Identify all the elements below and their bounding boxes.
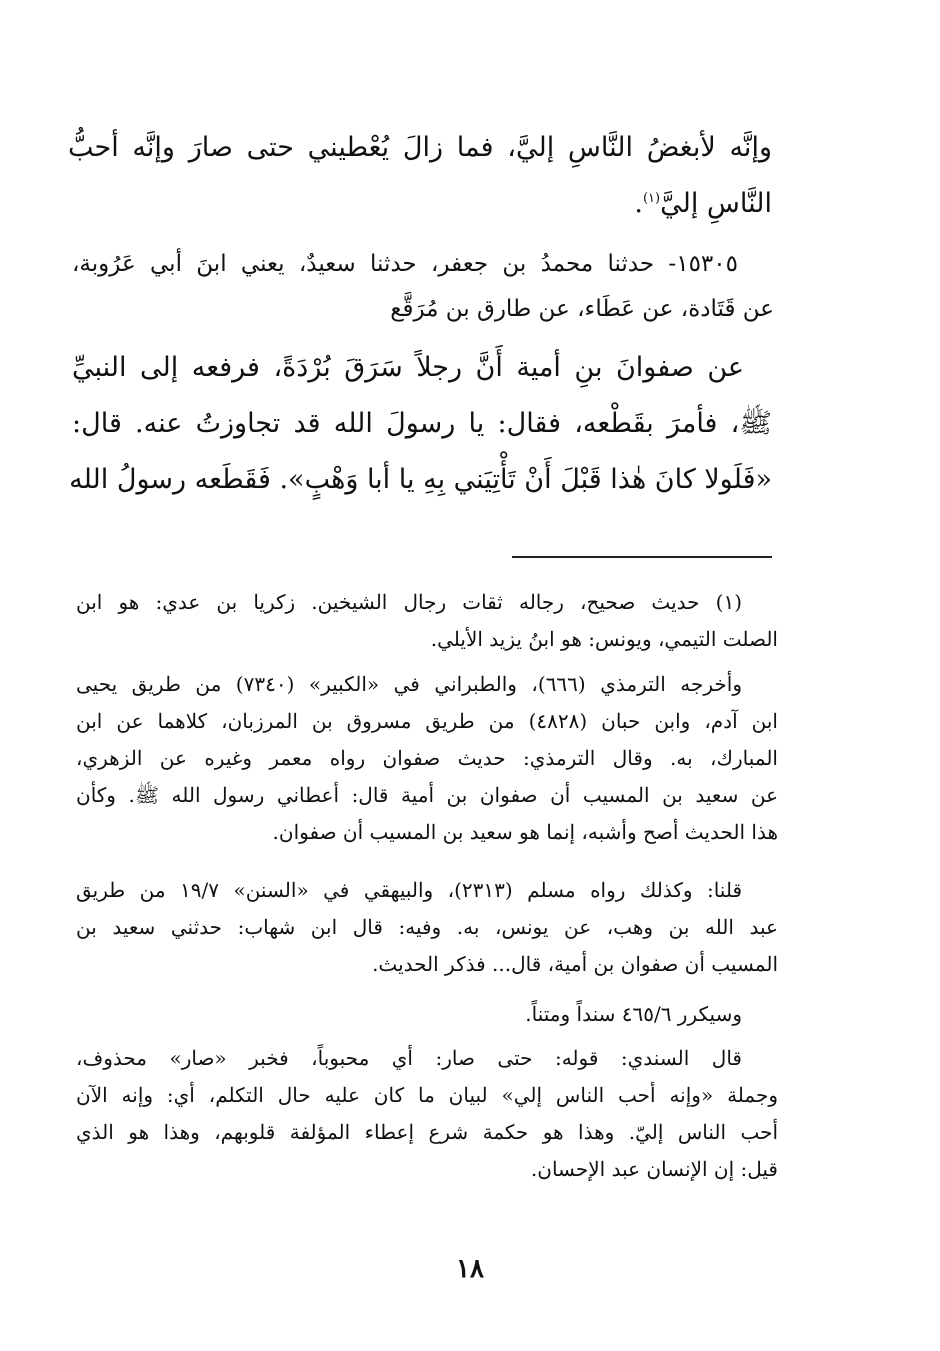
main-line-text: النَّاسِ إليَّ	[660, 188, 772, 219]
footnote-line: عبد الله بن وهب، عن يونس، به. وفيه: قال ابن شهاب: حدثني سعيد بن	[76, 915, 778, 939]
footnote-line: هذا الحديث أصح وأشبه، إنما هو سعيد بن المسيب أن صفوان.	[272, 820, 778, 844]
footnote-repeat-paragraph	[76, 996, 778, 1033]
footnote-1-paragraph	[76, 584, 778, 658]
hadith-matn	[69, 340, 772, 508]
matn-line: «فَلَولا كانَ هٰذا قَبْلَ أَنْ تَأْتِيَني بِهِ يا أبا وَهْبٍ». فَقَطَعه رسولُ الله	[69, 464, 772, 495]
footnote-line: الصلت التيمي، ويونس: هو ابنُ يزيد الأيلي.	[430, 627, 778, 651]
footnote-sindi-paragraph	[76, 1040, 778, 1188]
matn-line: عن صفوانَ بنِ أمية أَنَّ رجلاً سَرَقَ بُرْدَةً، فرفعه إلى النبيِّ	[72, 352, 744, 383]
footnote-line: المسيب أن صفوان بن أمية، قال... فذكر الحديث.	[372, 952, 778, 976]
footnote-line: أحب الناس إليّ. وهذا هو حكمة شرع إعطاء المؤلفة قلوبهم، وهذا هو الذي	[76, 1120, 778, 1144]
footnote-line: وجملة «وإنه أحب الناس إلي» لبيان ما كان عليه حال التكلم، أي: وإنه الآن	[76, 1083, 778, 1107]
main-paragraph-continuation	[68, 120, 772, 232]
footnote-line: قلنا: وكذلك رواه مسلم (٢٣١٣)، والبيهقي في «السنن» ١٩/٧ من طريق	[76, 878, 743, 902]
footnote-line: قال السندي: قوله: حتى صار: أي محبوباً، فخبر «صار» محذوف،	[76, 1046, 742, 1070]
footnote-line: (١) حديث صحيح، رجاله ثقات رجال الشيخين. زكريا بن عدي: هو ابن	[76, 590, 742, 614]
main-line-end: .	[634, 188, 643, 219]
footnote-line: المبارك، به. وقال الترمذي: حديث صفوان رواه معمر وغيره عن الزهري،	[76, 746, 778, 770]
matn-line: ﷺ، فأمرَ بقَطْعه، فقال: يا رسولَ الله قد تجاوزتُ عنه. قال:	[72, 408, 772, 439]
footnote-line: عن سعيد بن المسيب أن صفوان بن أمية قال: أعطاني رسول الله ﷺ. وكأن	[76, 783, 778, 807]
main-line	[68, 176, 772, 232]
footnote-line: وسيكرر ٤٦٥/٦ سنداً ومتناً.	[525, 1002, 742, 1026]
main-line: وإنَّه لأبغضُ النَّاسِ إليَّ، فما زالَ يُعْطيني حتى صارَ وإنَّه أحبُّ	[68, 132, 772, 163]
isnad-line: ١٥٣٠٥- حدثنا محمدُ بن جعفر، حدثنا سعيدٌ، يعني ابنَ أبي عَرُوبة،	[72, 251, 738, 277]
footnote-takhrij-paragraph	[76, 666, 778, 851]
footnote-separator	[512, 556, 772, 558]
hadith-isnad	[72, 242, 774, 332]
isnad-line: عن قَتَادة، عن عَطَاء، عن طارق بن مُرَقَّع	[390, 296, 774, 322]
footnote-line: قيل: إن الإنسان عبد الإحسان.	[530, 1157, 778, 1181]
footnote-line: وأخرجه الترمذي (٦٦٦)، والطبراني في «الكبير» (٧٣٤٠) من طريق يحيى	[76, 672, 742, 696]
footnote-marker: (١)	[642, 191, 661, 206]
footnote-line: ابن آدم، وابن حبان (٤٨٢٨) من طريق مسروق بن المرزبان، كلاهما عن ابن	[76, 709, 778, 733]
footnote-qulna-paragraph	[76, 872, 778, 983]
page-number: ١٨	[456, 1254, 484, 1284]
